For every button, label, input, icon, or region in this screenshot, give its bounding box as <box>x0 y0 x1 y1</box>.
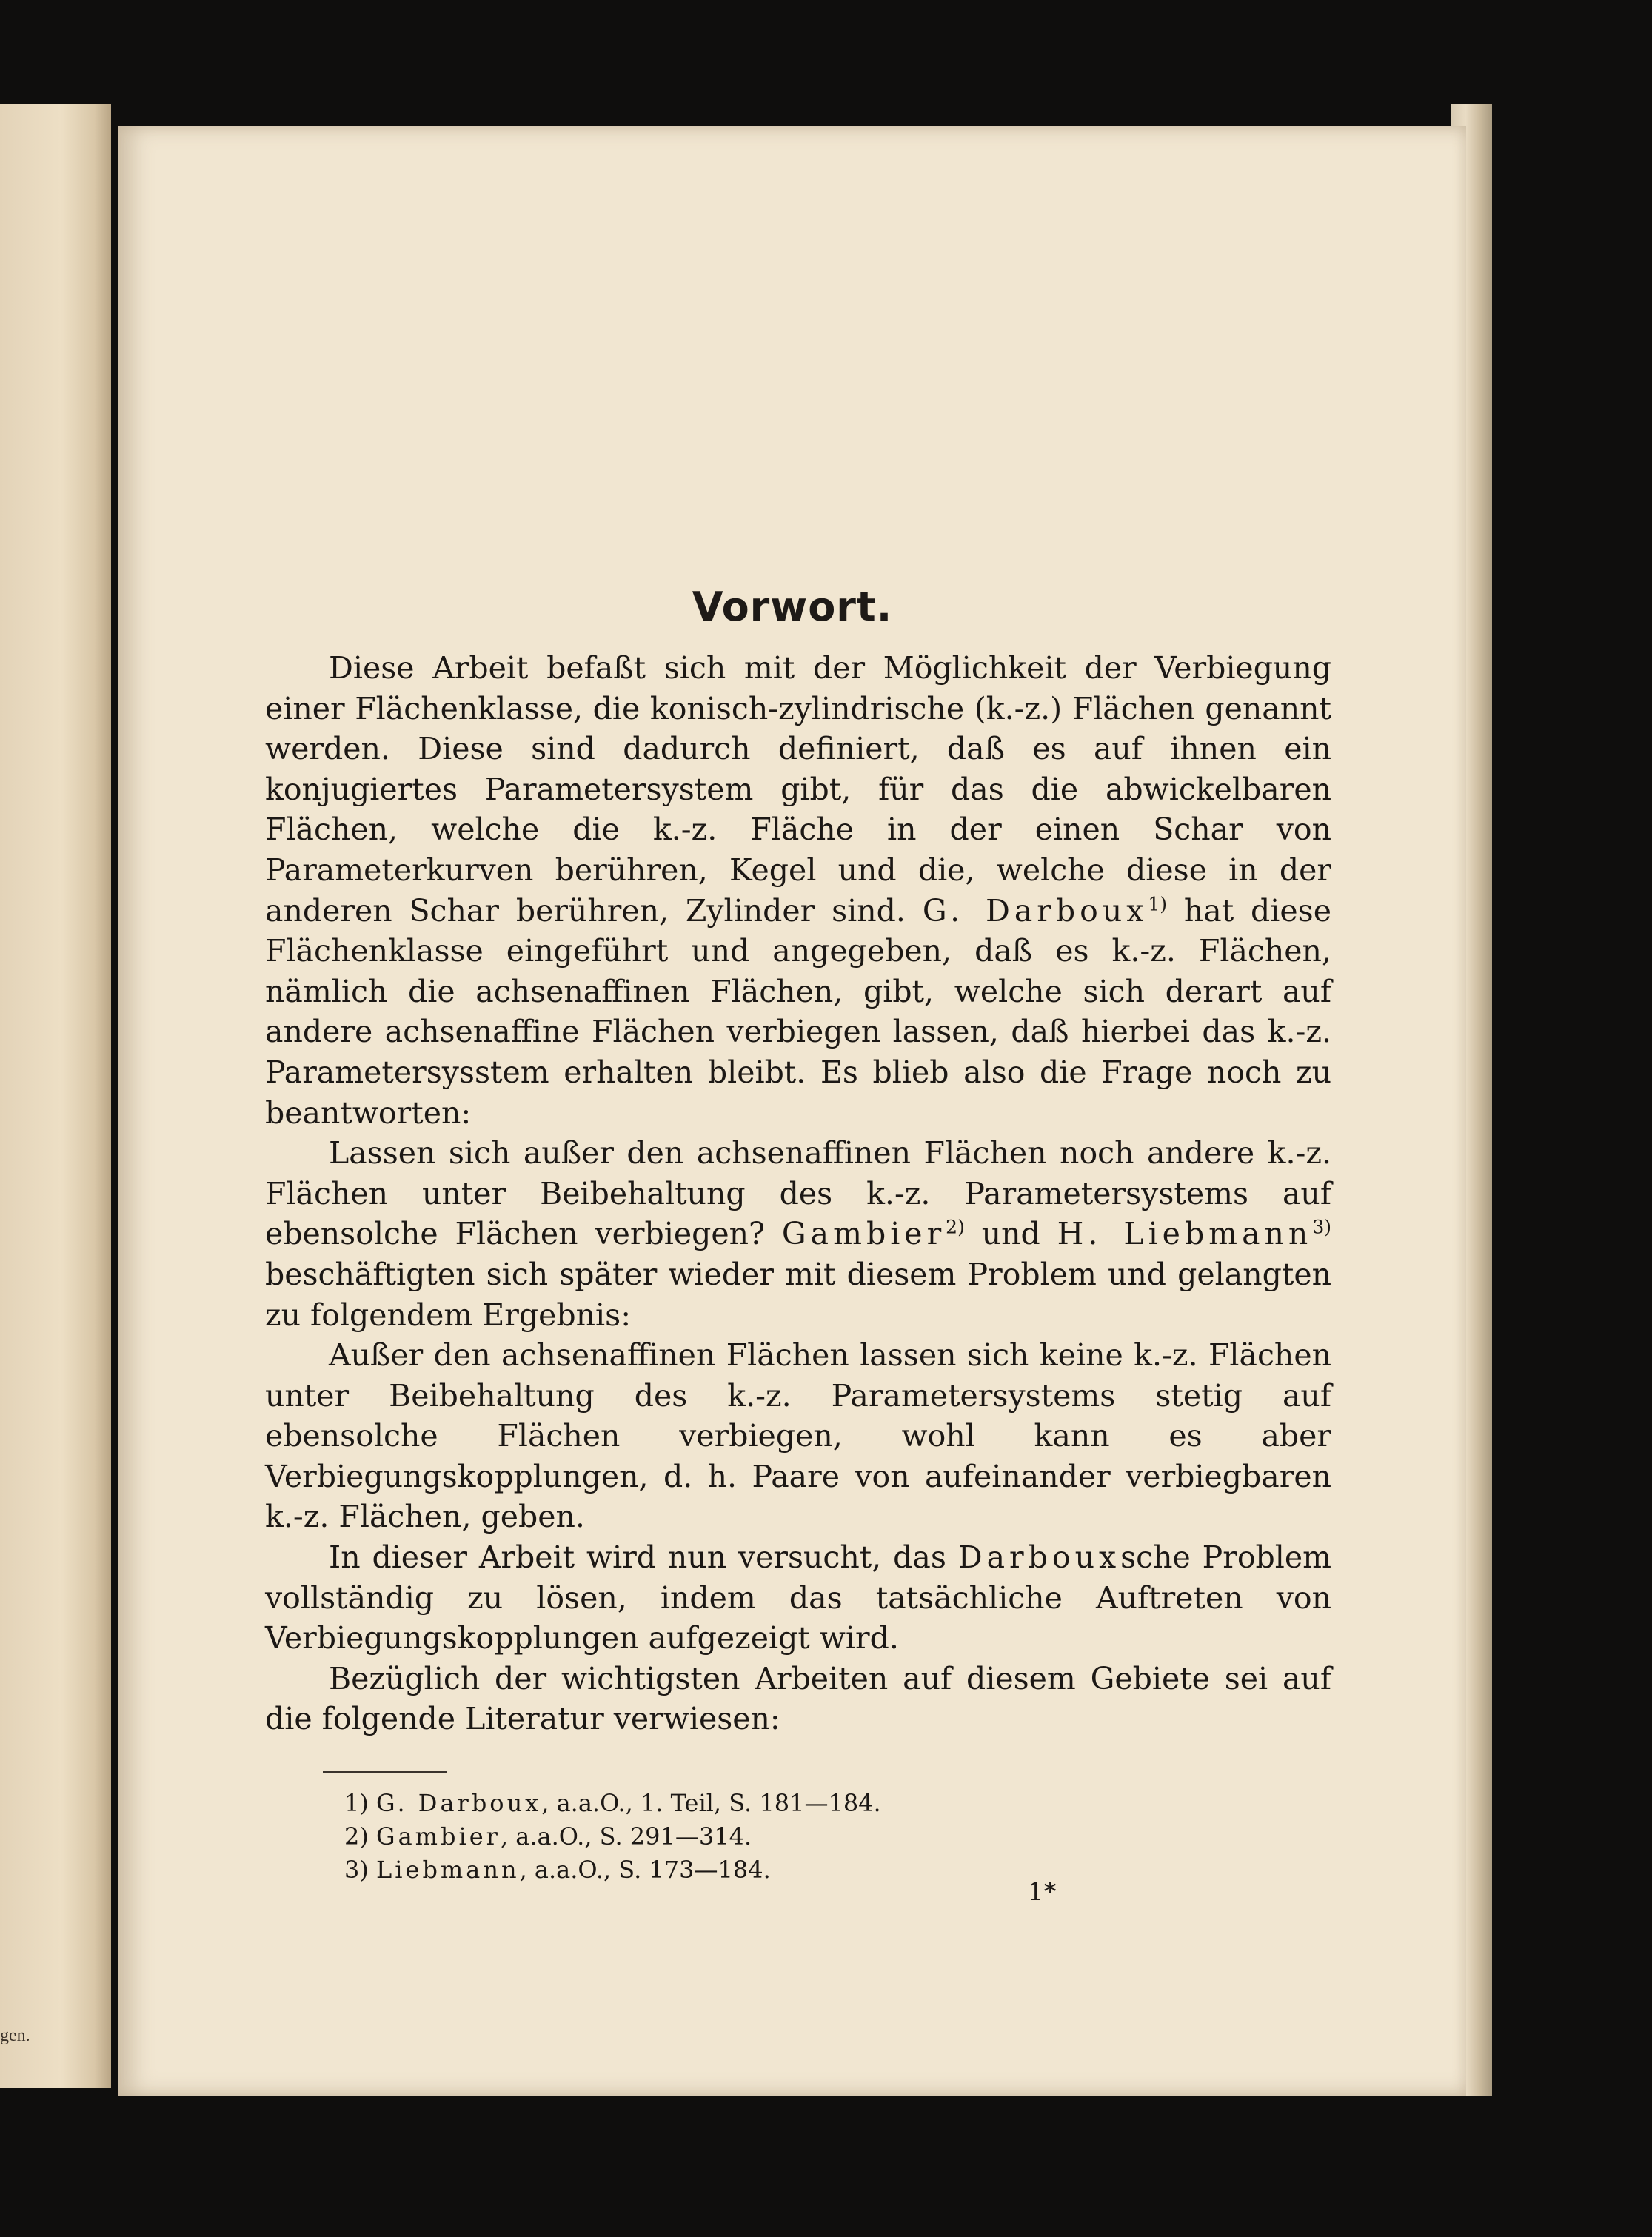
footnote-citation: , a.a.O., S. 173—184. <box>519 1856 771 1884</box>
author-gambier: Gambier <box>781 1216 946 1252</box>
footnote-1 <box>344 1787 881 1820</box>
footnote-number: 2) <box>344 1822 369 1850</box>
footnote-ref-1: 1) <box>1148 892 1168 914</box>
footnote-ref-2: 2) <box>946 1216 965 1238</box>
paragraph-2-text-b: und <box>964 1216 1057 1252</box>
footnote-number: 1) <box>344 1789 369 1817</box>
author-darboux: G. Darboux <box>922 892 1148 929</box>
left-page-edge <box>0 104 111 2088</box>
paragraph-2-text-c: beschäftigten sich später wieder mit diesem Problem und gelangten zu folgendem Ergebnis: <box>265 1256 1331 1333</box>
footnote-author: G. Darboux <box>376 1789 542 1817</box>
footnote-number: 3) <box>344 1856 369 1884</box>
paragraph-4-text-b: sche Problem vollständig zu lösen, indem das tatsächliche Auftreten von Verbiegungskopplungen aufgezeigt wird. <box>265 1539 1332 1656</box>
page-title: Vorwort. <box>692 584 893 630</box>
paragraph-1-text-a: Diese Arbeit befaßt sich mit der Möglichkeit der Verbiegung einer Flächenklasse, die konisch-zylindrische (k.-z.) Flächen genannt werden. Diese sind dadurch definiert, daß es auf ihnen ein konjugiertes Parametersystem gibt, für das die abwickelbaren Flächen, welche die k.-z. Fläche in der einen Schar von Parameterkurven berühren, Kegel und die, welche diese in der anderen Schar berühren, Zylinder sind. <box>265 650 1331 929</box>
left-page-fragment: gen. <box>0 2026 30 2045</box>
paragraph-1-text-b: hat diese Flächenklasse eingeführt und angegeben, daß es k.-z. Flächen, nämlich die achsenaffinen Flächen, gibt, welche sich derart auf andere achsenaffine Flächen verbiegen lassen, daß hierbei das k.-z. Parametersysstem erhalten bleibt. Es blieb also die Frage noch zu beantworten: <box>265 892 1331 1131</box>
paragraph-4-text-a: In dieser Arbeit wird nun versucht, das <box>329 1539 958 1576</box>
author-darboux-2: Darboux <box>957 1539 1121 1576</box>
paragraph-3: Außer den achsenaffinen Flächen lassen sich keine k.-z. Flächen unter Beibehaltung des k.-z. Parametersystems stetig auf ebensolche Flächen verbiegen, wohl kann es aber Verbiegungskopplungen, d. h. Paare von aufeinander verbiegbaren k.-z. Flächen, geben. <box>265 1337 1331 1535</box>
paragraph-2 <box>265 1133 1331 1335</box>
footnote-citation: , a.a.O., 1. Teil, S. 181—184. <box>541 1789 881 1817</box>
paragraph-2-text-a: Lassen sich außer den achsenaffinen Flächen noch andere k.-z. Flächen unter Beibehaltung des k.-z. Parametersystems auf ebensolche Flächen verbiegen? <box>265 1135 1331 1252</box>
paragraph-4 <box>265 1537 1331 1659</box>
body-text <box>265 648 1331 1739</box>
footnote-divider <box>323 1771 447 1773</box>
book-page <box>118 126 1466 2096</box>
page-number: 1* <box>1028 1877 1057 1907</box>
paragraph-5: Bezüglich der wichtigsten Arbeiten auf diesem Gebiete sei auf die folgende Literatur verwiesen: <box>265 1660 1331 1737</box>
footnote-author: Gambier <box>376 1822 501 1850</box>
paragraph-1 <box>265 648 1331 1133</box>
footnote-citation: , a.a.O., S. 291—314. <box>500 1822 752 1850</box>
footnotes <box>344 1787 881 1887</box>
footnote-3 <box>344 1853 881 1887</box>
footnote-2 <box>344 1820 881 1853</box>
footnote-ref-3: 3) <box>1312 1216 1331 1238</box>
footnote-author: Liebmann <box>376 1856 520 1884</box>
author-liebmann: H. Liebmann <box>1057 1216 1313 1252</box>
